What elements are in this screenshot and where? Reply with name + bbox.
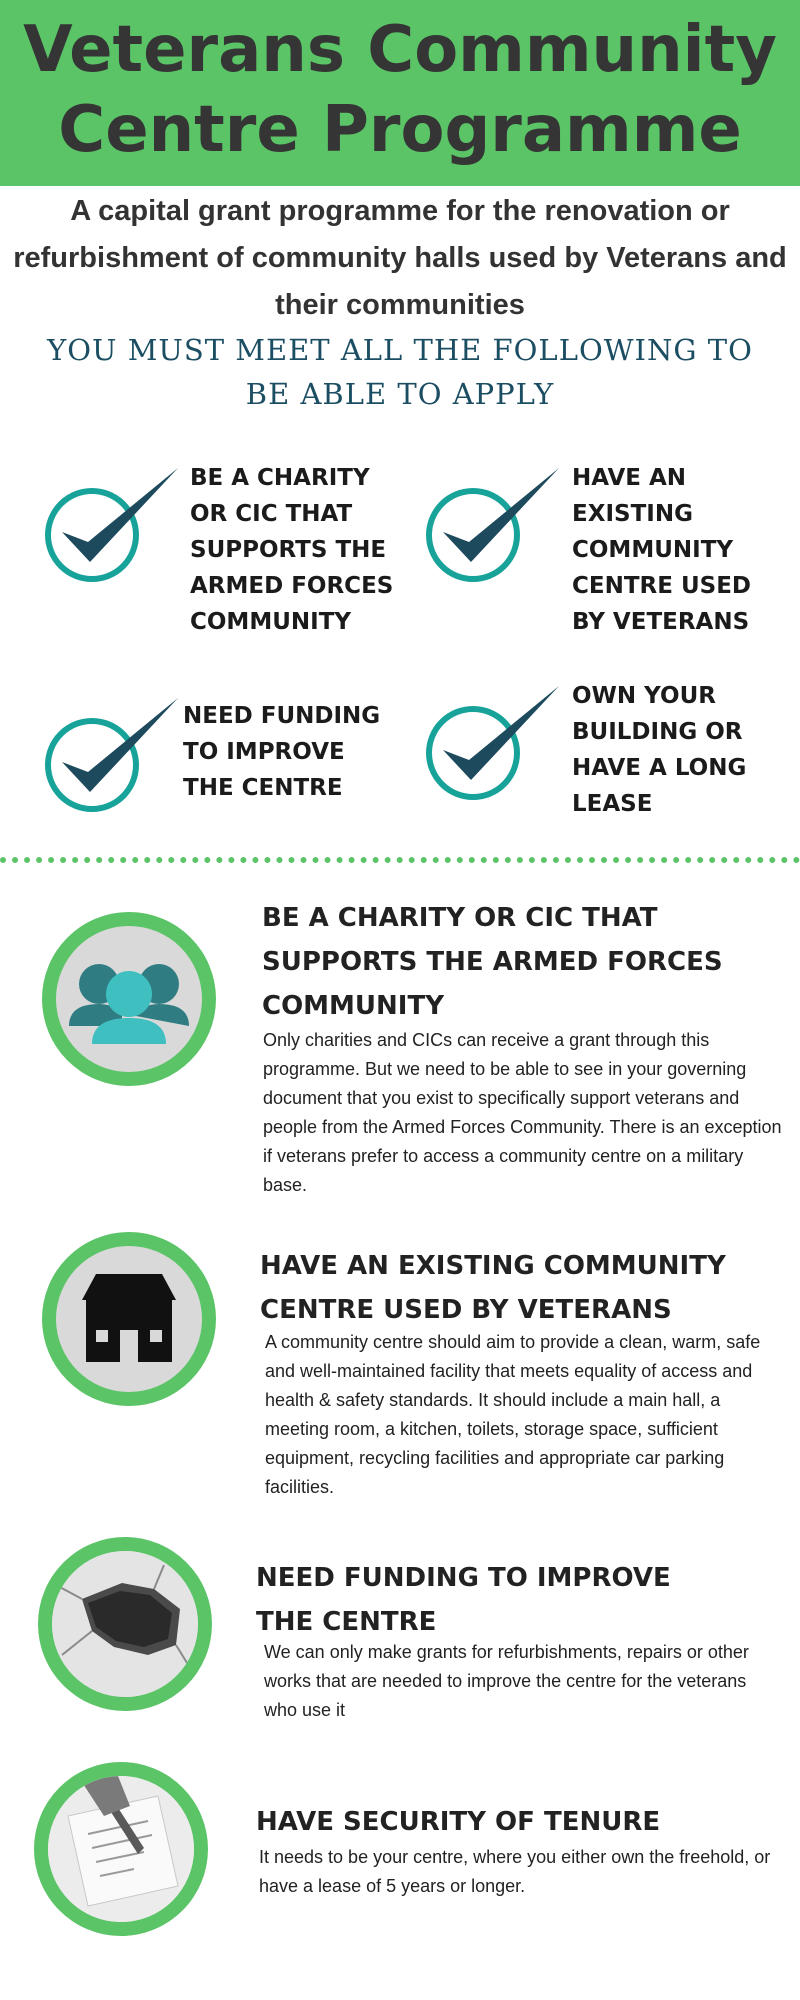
section-body: It needs to be your centre, where you either own the freehold, or have a lease of 5 years or longer. (259, 1847, 771, 1896)
section-icon-ring (38, 1537, 212, 1711)
check-label: NEED FUNDING TO IMPROVE THE CENTRE (183, 703, 381, 801)
section-heading: HAVE SECURITY OF TENURE (256, 1807, 661, 1837)
people-group-icon (56, 926, 202, 1072)
signing-document-image (48, 1776, 194, 1922)
section-icon-ring (42, 1232, 216, 1406)
page-title: Veterans Community Centre Programme (23, 13, 777, 167)
subtitle: A capital grant programme for the renovation or refurbishment of community halls used by Veterans and their communities (13, 195, 787, 321)
checkmark-icon (421, 678, 561, 818)
section-heading: BE A CHARITY OR CIC THAT SUPPORTS THE ARMED FORCES COMMUNITY (262, 903, 723, 1021)
building-icon (56, 1246, 202, 1392)
section-icon-ring (42, 912, 216, 1086)
checkmark-icon (40, 460, 180, 600)
cracked-wall-image (52, 1551, 198, 1697)
section-icon-ring (34, 1762, 208, 1936)
check-label: HAVE AN EXISTING COMMUNITY CENTRE USED BY VETERANS (572, 465, 752, 635)
check-label: BE A CHARITY OR CIC THAT SUPPORTS THE ARMED FORCES COMMUNITY (190, 465, 394, 635)
dotted-divider (0, 857, 800, 863)
section-body: We can only make grants for refurbishments, repairs or other works that are needed to improve the centre for the veterans who use it (264, 1642, 749, 1720)
checkmark-icon (421, 460, 561, 600)
section-heading: HAVE AN EXISTING COMMUNITY CENTRE USED BY VETERANS (260, 1251, 726, 1325)
checkmark-icon (40, 690, 180, 830)
section-heading: NEED FUNDING TO IMPROVE THE CENTRE (256, 1563, 671, 1637)
requirements-heading: YOU MUST MEET ALL THE FOLLOWING TO BE ABLE TO APPLY (47, 333, 753, 411)
section-body: A community centre should aim to provide a clean, warm, safe and well-maintained facility that meets equality of access and health & safety standards. It should include a main hall, a meeting room, a kitchen, toilets, storage space, sufficient equipment, recycling facilities and appropriate car parking facilities. (265, 1332, 761, 1497)
section-body: Only charities and CICs can receive a grant through this programme. But we need to be able to see in your governing document that you exist to specifically support veterans and people from the Armed Forces Community. There is an exception if veterans prefer to access a community centre on a military base. (263, 1030, 782, 1195)
check-label: OWN YOUR BUILDING OR HAVE A LONG LEASE (572, 683, 747, 817)
